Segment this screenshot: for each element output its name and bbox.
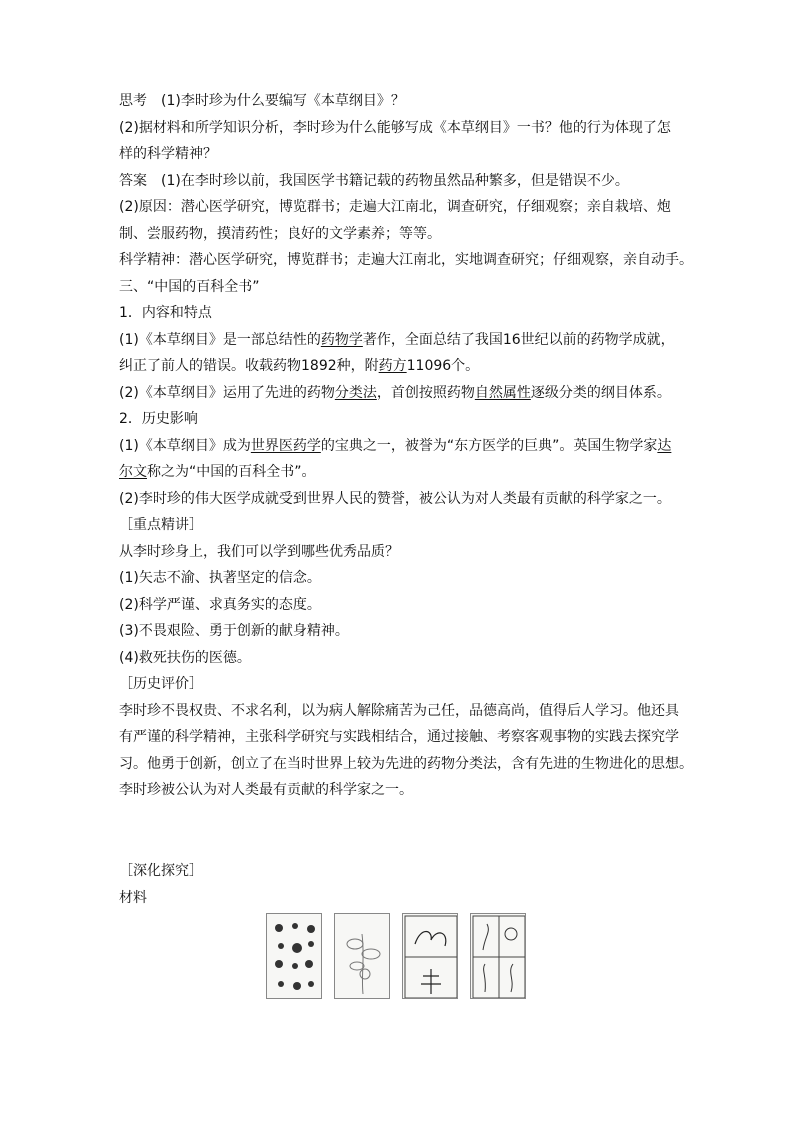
text-segment: ，首创按照药物 — [376, 384, 475, 401]
text-segment: 逐级分类的纲目体系。 — [530, 384, 671, 401]
text-line — [119, 247, 693, 274]
text-segment: 三、“中国的百科全书” — [119, 278, 260, 295]
underlined-term: 尔文 — [119, 464, 147, 480]
text-segment: (3)不畏艰险、勇于创新的献身精神。 — [119, 623, 349, 639]
text-segment: 习。他勇于创新，创立了在当时世界上较为先进的药物分类法，含有先进的生物进化的思想。 — [119, 755, 693, 772]
text-line — [119, 512, 689, 539]
text-line — [119, 88, 689, 115]
underlined-term: 世界医药学 — [250, 437, 321, 454]
underlined-term: 自然属性 — [474, 384, 531, 401]
herbal-illustration-birds — [266, 913, 322, 999]
text-segment: 2．历史影响 — [119, 411, 198, 427]
text-segment: 思考 (1)李时珍为什么要编写《本草纲目》？ — [119, 93, 405, 109]
text-line — [119, 777, 689, 804]
text-line — [119, 221, 689, 248]
text-line — [119, 406, 689, 433]
text-segment: (1)《本草纲目》是一部总结性的 — [119, 331, 321, 348]
text-segment: (2)原因：潜心医学研究，博览群书；走遍大江南北，调查研究，仔细观察；亲自栽培、炮 — [119, 199, 671, 215]
text-line — [119, 565, 689, 592]
text-segment: 1．内容和特点 — [119, 305, 212, 321]
text-line — [119, 300, 689, 327]
text-line — [119, 194, 689, 221]
text-line — [119, 618, 689, 645]
text-segment: 样的科学精神？ — [119, 146, 217, 162]
text-segment: 有严谨的科学精神，主张科学研究与实践相结合，通过接触、考察客观事物的实践去探究学 — [119, 729, 679, 745]
text-line — [119, 645, 689, 672]
text-line — [119, 168, 689, 195]
document-body — [119, 88, 693, 804]
text-segment: 制、尝服药物，摸清药性；良好的文学素养；等等。 — [119, 225, 441, 242]
herbal-illustration-plant-3 — [470, 913, 526, 999]
text-segment: (2)李时珍的伟大医学成就受到世界人民的赞誉，被公认为对人类最有贡献的科学家之一。 — [119, 490, 671, 507]
text-line — [119, 671, 689, 698]
text-line — [119, 380, 689, 407]
text-segment: (2)据材料和所学知识分析，李时珍为什么能够写成《本草纲目》一书？他的行为体现了怎 — [119, 119, 671, 136]
text-segment: 称之为“中国的百科全书”。 — [147, 464, 316, 480]
text-segment: (2)《本草纲目》运用了先进的药物 — [119, 384, 335, 401]
text-line — [119, 327, 689, 354]
underlined-term: 分类法 — [334, 384, 377, 401]
text-segment: 李时珍被公认为对人类最有贡献的科学家之一。 — [119, 782, 413, 798]
section-label-deepen: ［深化探究］ — [119, 863, 203, 879]
text-line — [119, 274, 689, 301]
text-line — [119, 353, 689, 380]
text-segment: 从李时珍身上，我们可以学到哪些优秀品质？ — [119, 543, 399, 560]
text-segment: 的宝典之一，被誉为“东方医学的巨典”。英国生物学家 — [320, 437, 658, 454]
text-segment: (1)《本草纲目》成为 — [119, 437, 251, 454]
underlined-term: 药方 — [378, 358, 407, 374]
text-line — [119, 115, 689, 142]
underlined-term: 药物学 — [320, 331, 363, 348]
text-segment: ［重点精讲］ — [119, 517, 203, 533]
text-segment: 11096个。 — [406, 358, 480, 374]
text-segment: (2)科学严谨、求真务实的态度。 — [119, 596, 321, 613]
text-line — [119, 698, 689, 725]
text-segment: 著作，全面总结了我国16世纪以前的药物学成就， — [362, 331, 675, 348]
material-label: 材料 — [119, 890, 147, 906]
text-line — [119, 592, 689, 619]
text-line — [119, 141, 689, 168]
herbal-illustration-plant-1 — [334, 913, 390, 999]
text-segment: 答案 (1)在李时珍以前，我国医学书籍记载的药物虽然品种繁多，但是错误不少。 — [119, 172, 629, 189]
text-segment: 纠正了前人的错误。收载药物1892种，附 — [119, 358, 379, 374]
text-segment: 李时珍不畏权贵、不求名利，以为病人解除痛苦为己任，品德高尚，值得后人学习。他还具 — [119, 702, 679, 719]
text-line — [119, 539, 689, 566]
material-images — [266, 913, 528, 999]
underlined-term: 达 — [657, 437, 672, 454]
text-line — [119, 433, 689, 460]
text-line — [119, 724, 689, 751]
text-line — [119, 486, 689, 513]
text-segment: (4)救死扶伤的医德。 — [119, 649, 251, 666]
herbal-illustration-plant-2 — [402, 913, 458, 999]
text-segment: ［历史评价］ — [119, 676, 203, 692]
text-segment: 科学精神：潜心医学研究，博览群书；走遍大江南北，实地调查研究；仔细观察，亲自动手。 — [119, 252, 693, 268]
text-segment: (1)矢志不渝、执著坚定的信念。 — [119, 570, 321, 586]
text-line — [119, 751, 693, 778]
text-line — [119, 459, 689, 486]
